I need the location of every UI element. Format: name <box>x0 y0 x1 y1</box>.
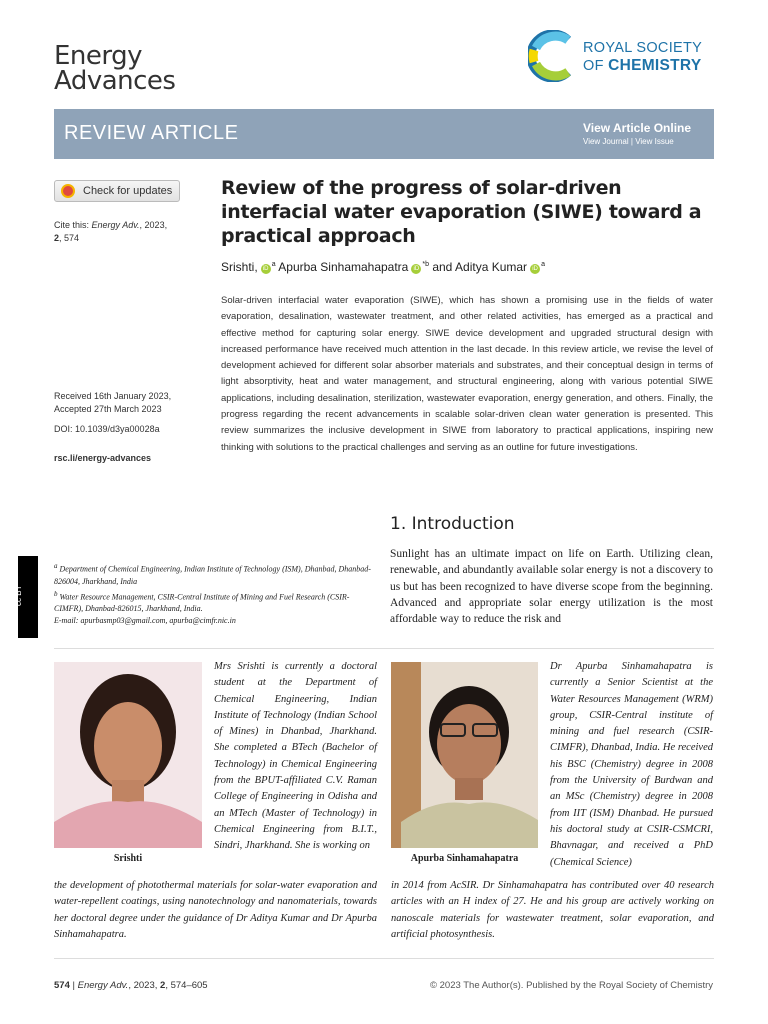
cite-journal: Energy Adv. <box>91 220 140 230</box>
publisher-of: OF <box>583 58 609 74</box>
journal-link[interactable]: rsc.li/energy-advances <box>54 453 152 463</box>
cc-license-badge[interactable] <box>13 556 38 638</box>
footer-year: , 2023, <box>128 980 161 991</box>
journal-name-line1: Energy <box>54 41 143 71</box>
journal-name-line2: Advances <box>54 66 176 96</box>
affiliation-text: Water Resource Management, CSIR-Central Institute of Mining and Fuel Research (CSIR-CIMFR), Dhanbad-826015, Jharkhand, India. <box>54 592 350 614</box>
cc-license-label: cc BY <box>13 585 23 606</box>
rsc-logo-icon <box>528 30 578 82</box>
copyright: © 2023 The Author(s). Published by the Royal Society of Chemistry <box>430 980 713 991</box>
affiliation-a <box>54 560 376 588</box>
banner-separator: | <box>628 137 636 146</box>
author-photo-apurba <box>391 662 538 848</box>
check-updates-icon <box>61 184 75 198</box>
view-article-online-link[interactable]: View Article Online <box>583 121 692 135</box>
publisher-line2: CHEMISTRY <box>608 57 702 74</box>
page-footer-citation <box>54 980 208 991</box>
footer-volume: 2 <box>160 980 166 991</box>
doi[interactable]: DOI: 10.1039/d3ya00028a <box>54 424 160 434</box>
cite-volume: 2 <box>54 233 60 243</box>
introduction-text: Sunlight has an ultimate impact on life on Earth. Utilizing clean, renewable, and abundantly available solar energy is not a discovery to us but has been recognized to have diverse scope from the beginning. Advanced and appropriate solar energy utilization is the most affordable way to reduce the risk and <box>390 548 713 626</box>
author-name[interactable]: Srishti, <box>221 260 258 274</box>
author-name[interactable]: and Aditya Kumar <box>432 260 528 274</box>
check-updates-label: Check for updates <box>83 185 173 197</box>
affiliations <box>54 560 376 627</box>
orcid-icon[interactable]: iD <box>411 264 421 274</box>
bio-apurba-continued: in 2014 from AcSIR. Dr Sinhamahapatra has contributed over 40 research articles with an H index of 27. He and his group are actively working on nanoscale materials for wastewater treatment, solar evaporation, and artificial photosynthesis. <box>391 880 714 940</box>
publisher-line1: ROYAL SOCIETY <box>583 40 703 56</box>
author-affil-sup: *b <box>422 261 429 268</box>
divider <box>54 958 714 959</box>
view-journal-link[interactable]: View Journal <box>583 137 629 146</box>
author-name[interactable]: Apurba Sinhamahapatra <box>278 260 409 274</box>
orcid-icon[interactable]: iD <box>530 264 540 274</box>
corresponding-email[interactable]: E-mail: apurbasmp03@gmail.com, apurba@cimfr.nic.in <box>54 616 236 626</box>
affiliation-sup: b <box>54 589 58 598</box>
abstract: Solar-driven interfacial water evaporation (SIWE), which has shown a promising use in the fields of water evaporation, desalination, wastewater treatment, and other related activities, has emerged as a practical and effective method for capturing solar energy. SIWE device development and upgraded structural design with increased performance have received much attention in the last decade. In this review article, we revise the level of development achieved for different solar absorber materials and substrates, and their conceptual design in terms of light absorptivity, heat and water management, and structural engineering, along with various potential SIWE applications, including desalination, sterilization, wastewater evaporation, energy generation, and others. Finally, the progress regarding the recent advancements in scalable solar-driven clean water generation is presented. This review summarizes the inclusive development in SIWE from laboratory to practical applications, inspiring new thinking with solutions to the practical challenges and serving as an outline for future investigations. <box>221 295 713 453</box>
footer-separator: | <box>69 980 78 991</box>
photo-caption-apurba: Apurba Sinhamahapatra <box>410 853 519 864</box>
footer-pages: , 574–605 <box>165 980 208 991</box>
photo-caption-srishti: Srishti <box>113 853 143 864</box>
publisher-name[interactable] <box>583 40 702 75</box>
accepted-date: Accepted 27th March 2023 <box>54 404 162 414</box>
received-date: Received 16th January 2023, <box>54 391 172 401</box>
cite-year: , 2023, <box>139 220 168 230</box>
section-heading: 1. Introduction <box>390 514 515 534</box>
author-list <box>221 260 545 274</box>
affiliation-text: Department of Chemical Engineering, Indian Institute of Technology (ISM), Dhanbad, Dhanbad-826004, Jharkhand, India <box>54 564 371 586</box>
citation <box>54 219 184 245</box>
check-for-updates-button[interactable] <box>54 180 180 202</box>
footer-journal: Energy Adv. <box>77 980 129 991</box>
author-affil-sup: a <box>271 261 276 268</box>
divider <box>54 648 714 649</box>
orcid-icon[interactable]: iD <box>261 264 271 274</box>
page-number: 574 <box>54 980 70 991</box>
bio-apurba-column: Dr Apurba Sinhamahapatra is currently a Senior Scientist at the Water Resources Management (WRM) group, CSIR-Central institute of mining and fuel research (CSIR-CIMFR), Dhanbad, India. He received his BSC (Chemistry) degree in 2008 from the University of Burdwan and an MSc (Chemistry) degree in 2008 from IIT (ISM) Dhanbad. He pursued his doctoral study at CSIR-CSMCRI, Bhavnagar, and received a PhD (Chemical Science) <box>550 661 713 868</box>
cite-prefix: Cite this: <box>54 220 92 230</box>
bio-srishti-continued: the development of photothermal materials for solar-water evaporation and water-repellent coatings, using nanotechnology and nanomaterials, towards her doctoral degree under the guidance of Dr Aditya Kumar and Dr Apurba Sinhamahapatra. <box>54 880 377 940</box>
banner-links <box>583 137 674 146</box>
article-type: REVIEW ARTICLE <box>64 122 239 144</box>
cite-page: , 574 <box>59 233 80 243</box>
affiliation-sup: a <box>54 562 58 570</box>
journal-name <box>54 41 176 96</box>
article-title: Review of the progress of solar-driven interfacial water evaporation (SIWE) toward a practical approach <box>221 177 702 247</box>
view-issue-link[interactable]: View Issue <box>635 137 674 146</box>
author-affil-sup: a <box>541 261 545 268</box>
affiliation-b <box>54 588 376 616</box>
author-photo-srishti <box>54 662 202 848</box>
bio-srishti-column: Mrs Srishti is currently a doctoral student at the Department of Chemical Engineering, Indian Institute of Technology (Indian School of Mines) in Dhanbad, Jharkhand. She completed a BTech (Bachelor of Technology) in Chemical Engineering from the BPUT-affiliated C.V. Raman College of Engineering in Odisha and an MTech (Master of Technology) in Chemical Engineering from B.I.T., Sindri, Jharkhand. She is working on <box>214 661 377 852</box>
